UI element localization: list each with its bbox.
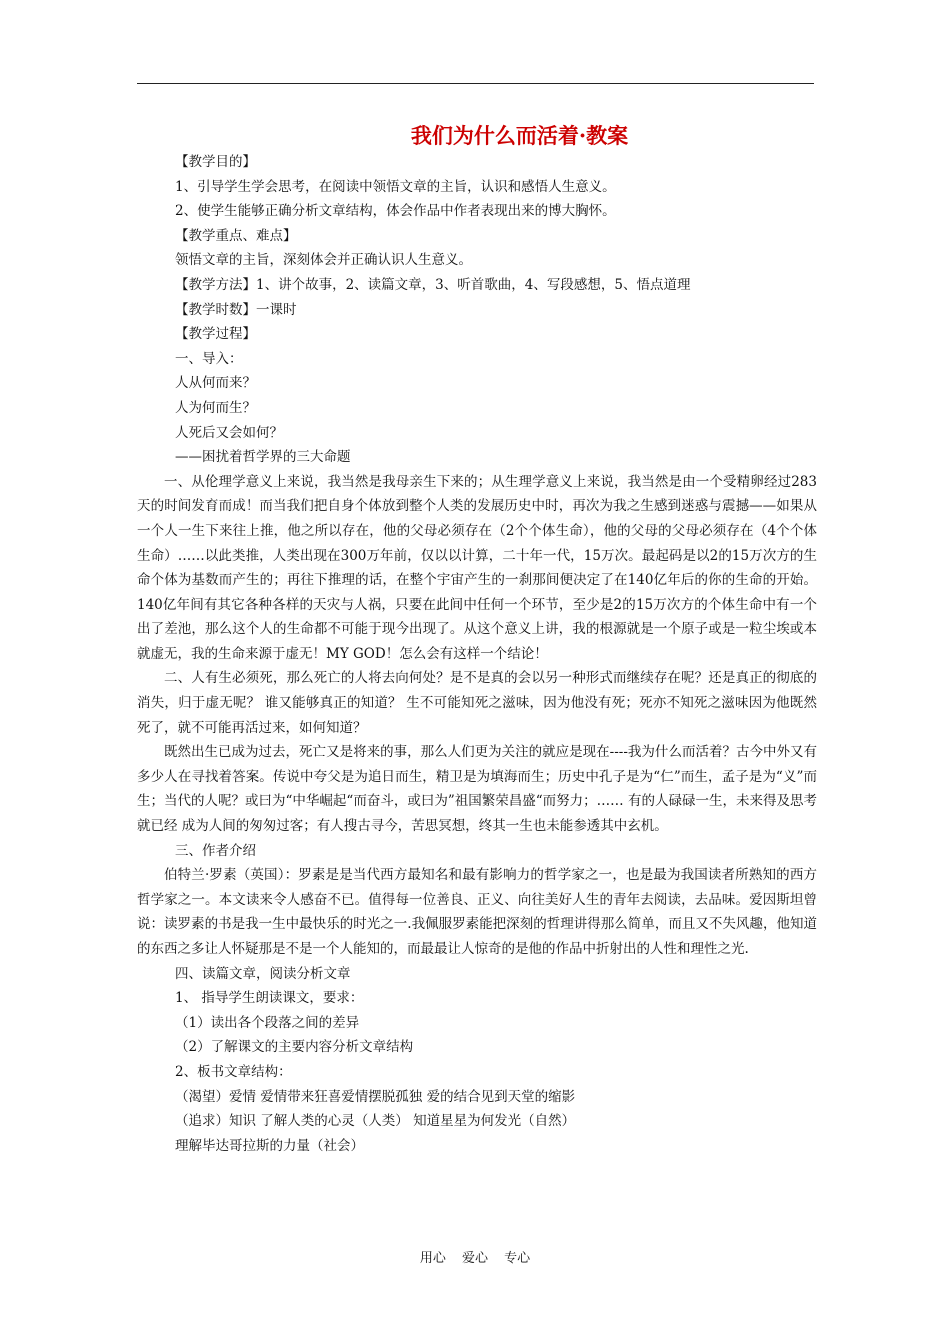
footer-text-1: 用心: [419, 1251, 446, 1266]
question-3: 人死后又会如何？: [175, 424, 283, 441]
hours-line: 【教学时数】一课时: [175, 301, 297, 318]
structure-line-2: （追求）知识 了解人类的心灵（人类） 知道星星为何发光（自然）: [175, 1113, 576, 1130]
paragraph-2: 二、人有生必须死，那么死亡的人将去向何处？是不是真的会以另一种形式而继续存在呢？还是真正的彻底的消失，归于虚无呢？ 谁又能够真正的知道？ 生不可能知死之滋味，因为他没有死；死亦不知死之滋味因为他既然死了，就不可能再活过来，如何知道？: [137, 670, 817, 736]
goal-heading: 【教学目的】: [175, 154, 256, 170]
questions-note: ——困扰着哲学界的三大命题: [175, 449, 351, 466]
read-item-1a: （1）读出各个段落之间的差异: [175, 1014, 360, 1031]
paragraph-1: 一、从伦理学意义上来说，我当然是我母亲生下来的；从生理学意义上来说，我当然是由一个受精卵经过283天的时间发育而成！而当我们把自身个体放到整个人类的发展历史中时，再次为我之生感到迷惑与震撼——如果从一个人一生下来往上推，他之所以存在，他的父母必须存在（2个个体生命），他的父母的父母必须存在（4个个体生命）……以此类推，人类出现在300万年前，仅以以计算，二十年一代，15万次。最起码是以2的15万次方的生命个体为基数而产生的；再往下推理的话，在整个宇宙产生的一刹那间便决定了在140亿年后的你的生命的开始。140亿年间有其它各种各样的天灾与人祸，只要在此间中任何一个环节，至少是2的15万次方的个体生命中有一个出了差池，那么这个人的生命都不可能于现今出现了。从这个意义上讲，我的根源就是一个原子或是一粒尘埃或本就虚无，我的生命来源于虚无！MY GOD！怎么会有这样一个结论！: [137, 473, 817, 662]
structure-line-1: （渴望）爱情 爱情带来狂喜爱情摆脱孤独 爱的结合见到天堂的缩影: [175, 1088, 576, 1105]
document-body: [137, 150, 817, 1158]
method-line: 【教学方法】1、讲个故事，2、读篇文章，3、听首歌曲，4、写段感想，5、悟点道理: [175, 276, 691, 293]
read-heading: 四、读篇文章，阅读分析文章: [175, 965, 351, 982]
process-heading: 【教学过程】: [175, 326, 256, 343]
page-title: 我们为什么而活着·教案: [410, 123, 629, 148]
question-1: 人从何而来？: [175, 375, 256, 392]
footer-text-3: 专心: [504, 1251, 531, 1266]
read-item-1: 1、 指导学生朗读课文，要求：: [175, 990, 364, 1007]
read-item-1b: （2）了解课文的主要内容分析文章结构: [175, 1039, 414, 1056]
page-footer: [0, 1250, 950, 1268]
goal-item-1: 1、引导学生学会思考，在阅读中领悟文章的主旨，认识和感悟人生意义。: [175, 178, 616, 195]
read-item-2: 2、板书文章结构：: [175, 1063, 292, 1080]
goal-item-2: 2、使学生能够正确分析文章结构，体会作品中作者表现出来的博大胸怀。: [175, 203, 616, 220]
focus-text: 领悟文章的主旨，深刻体会并正确认识人生意义。: [175, 252, 472, 269]
author-heading: 三、作者介绍: [175, 842, 256, 859]
header-rule: [137, 83, 814, 84]
question-2: 人为何而生？: [175, 399, 256, 416]
intro-heading: 一、导入：: [175, 350, 243, 367]
paragraph-author: 伯特兰·罗素（英国）：罗素是是当代西方最知名和最有影响力的哲学家之一，也是最为我国读者所熟知的西方哲学家之一。本文读来令人感奋不已。值得每一位善良、正义、向往美好人生的青年去阅读，去品味。爱因斯坦曾说：读罗素的书是我一生中最快乐的时光之一.我佩服罗素能把深刻的哲理讲得那么简单，而且又不失风趣，他知道的东西之多让人怀疑那是不是一个人能知的，而最最让人惊奇的是他的作品中折射出的人性和理性之光.: [137, 867, 817, 957]
footer-text-2: 爱心: [461, 1251, 488, 1266]
paragraph-3: 既然出生已成为过去，死亡又是将来的事，那么人们更为关注的就应是现在----我为什么而活着？古今中外又有多少人在寻找着答案。传说中夸父是为追日而生，精卫是为填海而生；历史中孔子是为“仁”而生，孟子是为“义”而生；当代的人呢？或曰为“中华崛起“而奋斗，或曰为”祖国繁荣昌盛“而努力；…… 有的人碌碌一生，未来得及思考就已经 成为人间的匆匆过客；有人搜古寻今，苦思冥想，终其一生也未能参透其中玄机。: [137, 744, 817, 835]
structure-line-3: 理解毕达哥拉斯的力量（社会）: [175, 1137, 364, 1154]
focus-heading: 【教学重点、难点】: [175, 227, 297, 244]
